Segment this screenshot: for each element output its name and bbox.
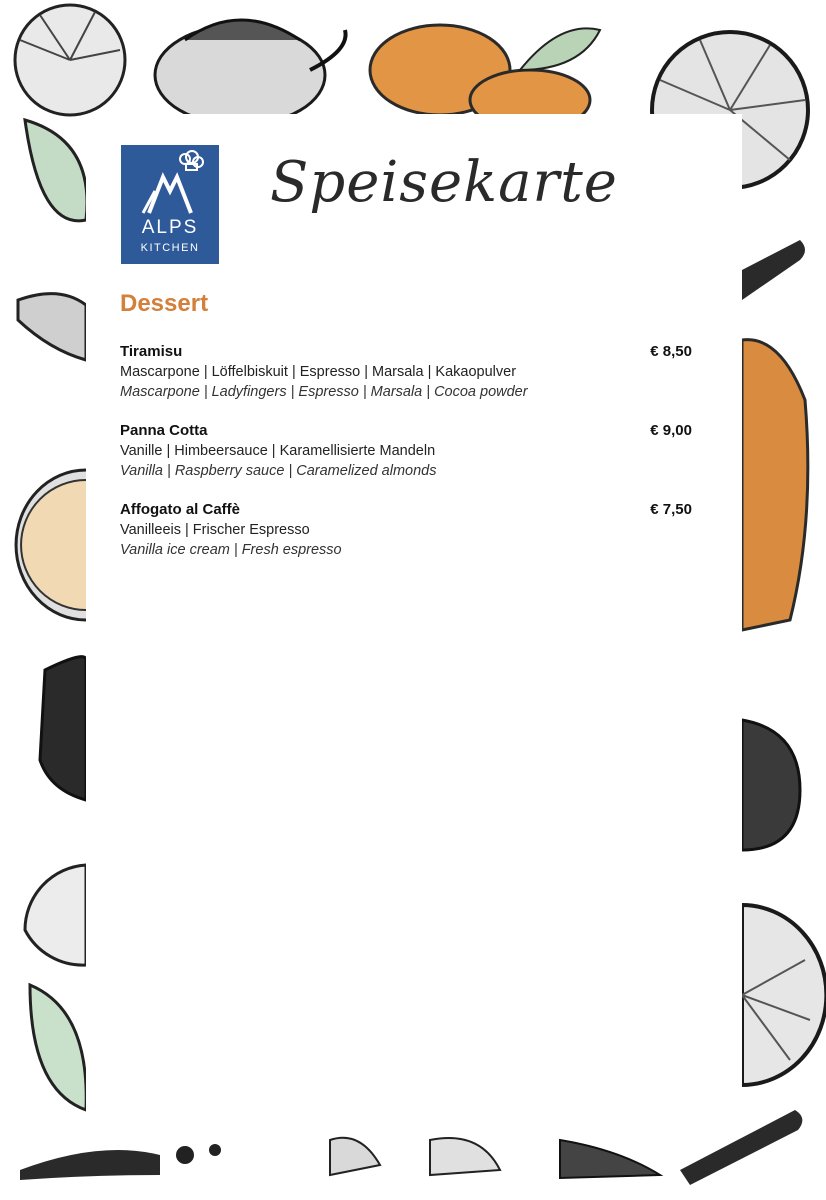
spoon-icon bbox=[742, 240, 805, 300]
menu-card bbox=[86, 114, 742, 1136]
lemon-slice-icon bbox=[15, 5, 125, 115]
item-price: € 9,00 bbox=[650, 422, 692, 439]
item-price: € 7,50 bbox=[650, 501, 692, 518]
lemon-slice-icon bbox=[16, 470, 86, 620]
bread-loaf-icon bbox=[742, 340, 808, 630]
item-name: Affogato al Caffè bbox=[120, 501, 240, 518]
leaf-icon bbox=[30, 985, 86, 1110]
orange-slice-icon bbox=[742, 905, 826, 1085]
section-title: Dessert bbox=[120, 290, 209, 317]
item-description-german: Mascarpone | Löffelbiskuit | Espresso | Marsala | Kakaopulver bbox=[120, 364, 517, 380]
teapot-icon bbox=[155, 20, 346, 125]
item-description-english: Vanilla | Raspberry sauce | Caramelized almonds bbox=[120, 463, 437, 479]
restaurant-logo bbox=[121, 145, 219, 264]
item-price: € 8,50 bbox=[650, 343, 692, 360]
logo-text-alps: ALPS bbox=[141, 217, 199, 238]
page-title: Speisekarte bbox=[270, 150, 618, 215]
cutlery-icon bbox=[20, 1144, 221, 1180]
item-description-german: Vanille | Himbeersauce | Karamellisierte Mandeln bbox=[120, 443, 436, 459]
cup-icon bbox=[40, 657, 86, 800]
item-description-german: Vanilleeis | Frischer Espresso bbox=[120, 522, 310, 538]
leaf-icon bbox=[25, 120, 87, 221]
cup-icon bbox=[742, 720, 800, 850]
menu-item bbox=[120, 500, 692, 560]
item-description-english: Mascarpone | Ladyfingers | Espresso | Marsala | Cocoa powder bbox=[120, 384, 528, 400]
menu-item bbox=[120, 342, 692, 402]
item-description-english: Vanilla ice cream | Fresh espresso bbox=[120, 542, 342, 558]
lemon-slice-icon bbox=[25, 865, 86, 965]
item-name: Panna Cotta bbox=[120, 422, 208, 439]
lemon-slice-icon bbox=[330, 1138, 500, 1175]
logo-text-kitchen: KITCHEN bbox=[140, 242, 200, 254]
item-name: Tiramisu bbox=[120, 343, 183, 360]
bread-icon bbox=[18, 294, 86, 360]
menu-item bbox=[120, 421, 692, 481]
